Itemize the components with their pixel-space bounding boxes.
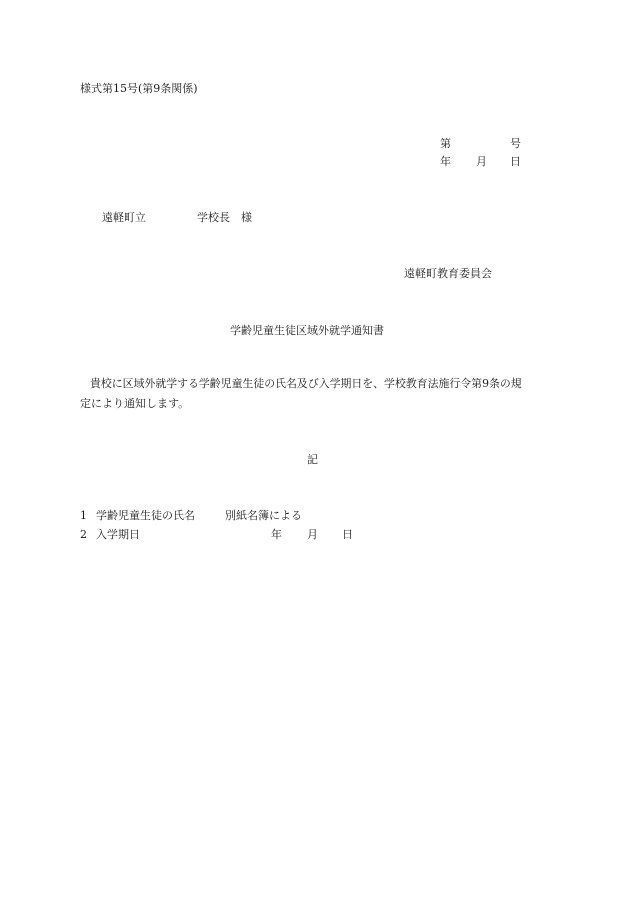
recipient-honorific: 様 — [241, 211, 252, 224]
body-line-1: 貴校に区域外就学する学齢児童生徒の氏名及び入学期日を、学校教育法施行令第9条の規 — [90, 377, 522, 390]
item-2-day: 日 — [342, 528, 353, 541]
ki-heading: 記 — [307, 453, 318, 466]
item-1-value: 別紙名簿による — [225, 509, 302, 522]
item-2-label: 入学期日 — [96, 528, 140, 541]
doc-date-day: 日 — [510, 155, 521, 168]
item-2-number: 2 — [80, 528, 87, 541]
item-1-label: 学齢児童生徒の氏名 — [96, 509, 195, 522]
doc-date-month: 月 — [476, 155, 487, 168]
item-2-year: 年 — [271, 528, 282, 541]
recipient-principal: 学校長 — [197, 211, 230, 224]
body-line-2: 定により通知します。 — [80, 397, 190, 410]
item-2-month: 月 — [307, 528, 318, 541]
item-1-number: 1 — [80, 509, 87, 522]
recipient-town-school: 遠軽町立 — [102, 211, 146, 224]
document-title: 学齢児童生徒区域外就学通知書 — [230, 324, 384, 337]
doc-number-go: 号 — [510, 137, 521, 150]
doc-date-year: 年 — [440, 155, 451, 168]
doc-number-dai: 第 — [440, 137, 451, 150]
form-number: 様式第15号(第9条関係) — [80, 82, 198, 95]
sender-name: 遠軽町教育委員会 — [404, 267, 492, 280]
